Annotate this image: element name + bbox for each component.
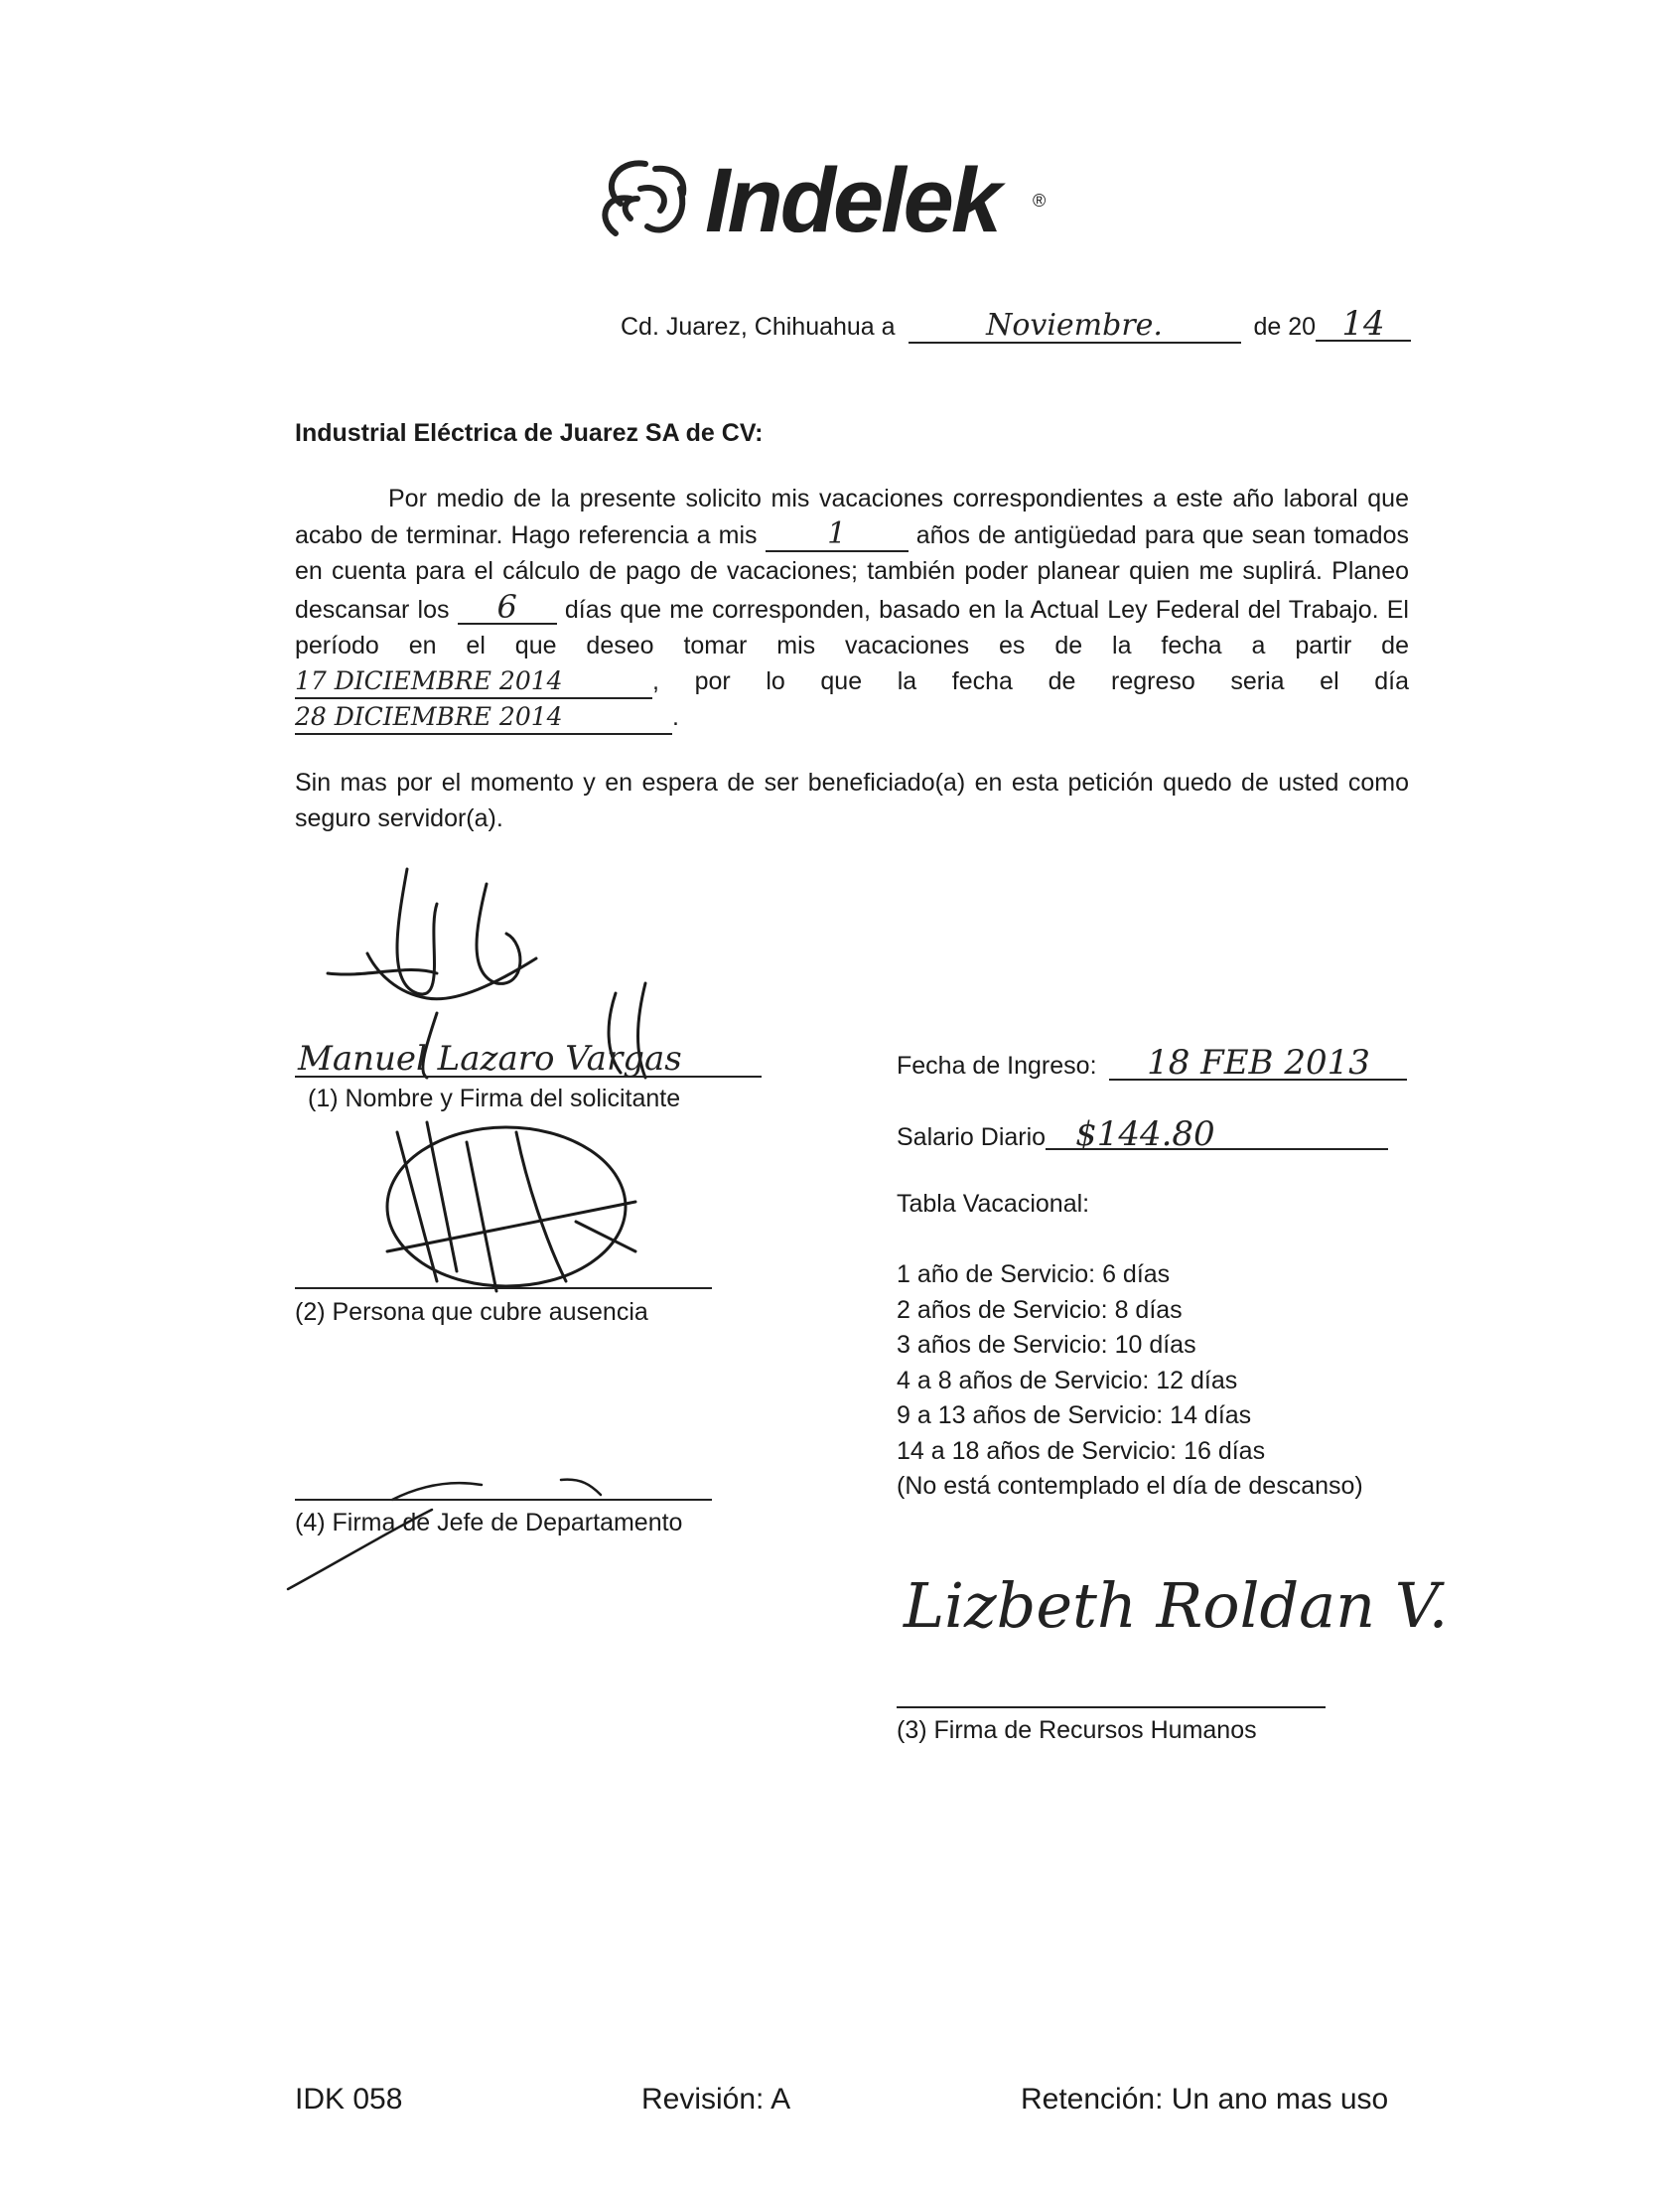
sig3-line <box>897 1706 1326 1708</box>
sig2-label: (2) Persona que cubre ausencia <box>295 1298 648 1326</box>
applicant-name-handwritten: Manuel Lazaro Vargas <box>298 1039 682 1079</box>
year-prefix: de 20 <box>1253 313 1317 341</box>
tabla-row: 4 a 8 años de Servicio: 12 días <box>897 1366 1238 1394</box>
footer-revision: Revisión: A <box>641 2083 791 2116</box>
tabla-row: 1 año de Servicio: 6 días <box>897 1260 1171 1288</box>
body-paragraph-2: Sin mas por el momento y en espera de ser beneficiado(a) en esta petición quedo de usted como seguro servidor(a). <box>295 769 1409 832</box>
salario-field: $144.80 <box>1046 1116 1388 1150</box>
month-field: Noviembre. <box>909 308 1241 344</box>
ingreso-field: 18 FEB 2013 <box>1109 1045 1407 1081</box>
tabla-row: 9 a 13 años de Servicio: 14 días <box>897 1401 1252 1429</box>
year-field: 14 <box>1316 306 1411 342</box>
sig4-label: (4) Firma de Jefe de Departamento <box>295 1509 683 1536</box>
cover-person-signature-icon <box>377 1112 695 1311</box>
return-date-field: 28 DICIEMBRE 2014 <box>295 699 672 735</box>
city-prefix: Cd. Juarez, Chihuahua a <box>621 313 896 341</box>
logo-wordmark: Indelek <box>705 150 1000 251</box>
tabla-row: 3 años de Servicio: 10 días <box>897 1331 1196 1359</box>
sig1-label: (1) Nombre y Firma del solicitante <box>308 1085 681 1112</box>
salario-label: Salario Diario <box>897 1123 1047 1151</box>
logo-swirl-icon <box>586 149 705 258</box>
tabla-title: Tabla Vacacional: <box>897 1190 1090 1218</box>
start-date-field: 17 DICIEMBRE 2014 <box>295 663 652 699</box>
ingreso-label: Fecha de Ingreso: <box>897 1052 1097 1080</box>
tabla-row: 14 a 18 años de Servicio: 16 días <box>897 1436 1266 1465</box>
footer-retencion: Retención: Un ano mas uso <box>1021 2083 1389 2116</box>
date-line <box>621 306 1411 345</box>
body-paragraph-1: Por medio de la presente solicito mis vacaciones correspondientes a este año laboral que acabo de terminar. Hago referencia a mis 1 años de antigüedad para que sean tomados en cuenta para el cálculo de pago de vacaciones; también poder planear quien me suplirá. Planeo descansar los 6 días que me corresponden, basado en la Actual Ley Federal del Trabajo. El período en el que deseo tomar mis vacaciones es de la fecha a partir de 17 DICIEMBRE 2014 , por lo que la fecha de regreso seria el día 28 DICIEMBRE 2014 . <box>295 481 1409 735</box>
years-field: 1 <box>766 516 909 552</box>
sig4-line <box>295 1499 712 1501</box>
tabla-list <box>897 1257 1363 1505</box>
tabla-row: (No está contemplado el día de descanso) <box>897 1472 1363 1500</box>
hr-signature-handwritten: Lizbeth Roldan V. <box>904 1569 1449 1642</box>
sig3-label: (3) Firma de Recursos Humanos <box>897 1716 1257 1744</box>
days-field: 6 <box>458 589 557 625</box>
salario-row <box>897 1116 1388 1155</box>
registered-mark: ® <box>1033 191 1047 211</box>
footer-code: IDK 058 <box>295 2083 403 2116</box>
ingreso-row <box>897 1045 1407 1084</box>
tabla-row: 2 años de Servicio: 8 días <box>897 1295 1183 1324</box>
sig1-line <box>295 1076 762 1078</box>
addressee: Industrial Eléctrica de Juarez SA de CV: <box>295 419 764 447</box>
sig2-line <box>295 1287 712 1289</box>
company-logo <box>586 149 1102 268</box>
